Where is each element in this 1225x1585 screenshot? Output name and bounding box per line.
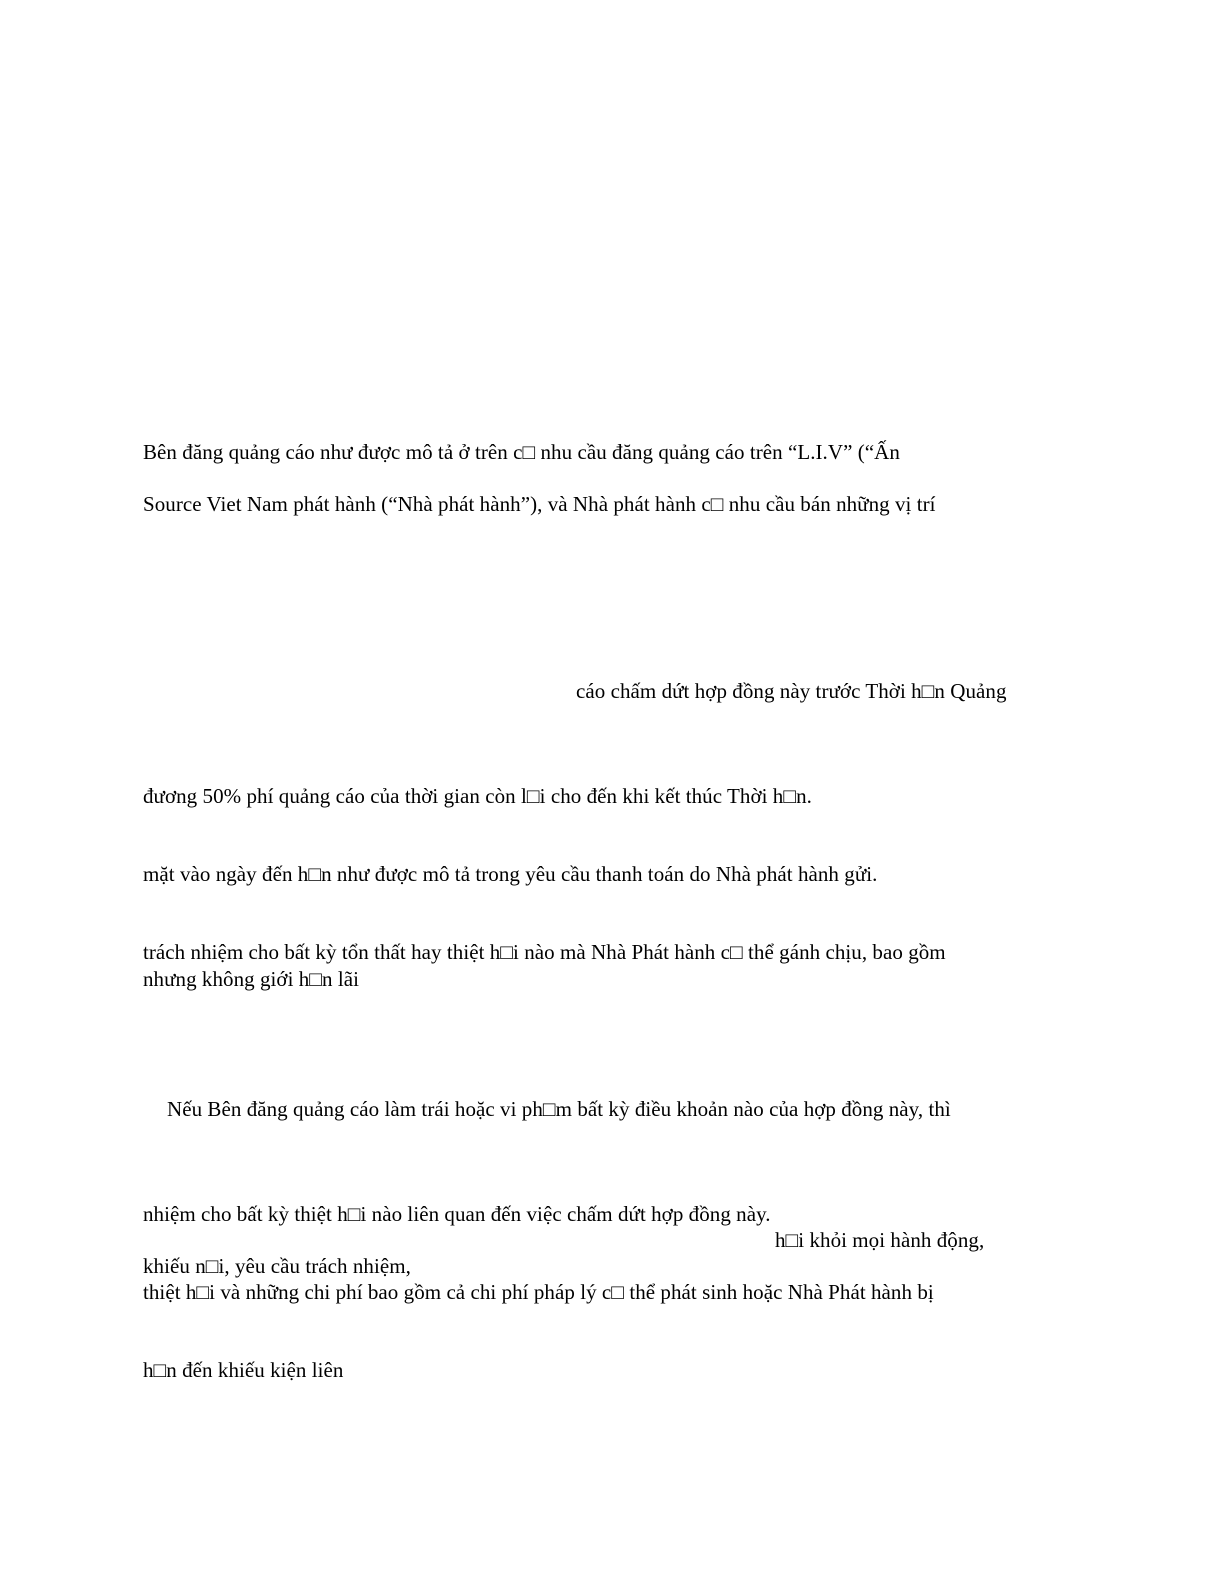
- text-line: khiếu n□i, yêu cầu trách nhiệm,: [143, 1254, 411, 1278]
- text-line: h□n đến khiếu kiện liên: [143, 1358, 344, 1382]
- text-line: Bên đăng quảng cáo như được mô tả ở trên c□ nhu cầu đăng quảng cáo trên “L.I.V” (“Ấn: [143, 440, 900, 464]
- text-line: trách nhiệm cho bất kỳ tổn thất hay thiệt h□i nào mà Nhà Phát hành c□ thể gánh chịu, bao gồm: [143, 940, 946, 964]
- text-line: cáo chấm dứt hợp đồng này trước Thời h□n Quảng: [576, 679, 1007, 703]
- text-line: Source Viet Nam phát hành (“Nhà phát hành”), và Nhà phát hành c□ nhu cầu bán những vị trí: [143, 492, 936, 516]
- text-line: h□i khỏi mọi hành động,: [775, 1228, 985, 1252]
- text-line: nhưng không giới h□n lãi: [143, 967, 360, 991]
- text-line: nhiệm cho bất kỳ thiệt h□i nào liên quan đến việc chấm dứt hợp đồng này.: [143, 1202, 771, 1226]
- text-line: thiệt h□i và những chi phí bao gồm cả chi phí pháp lý c□ thể phát sinh hoặc Nhà Phát hành bị: [143, 1280, 934, 1304]
- text-line: mặt vào ngày đến h□n như được mô tả trong yêu cầu thanh toán do Nhà phát hành gửi.: [143, 862, 878, 886]
- text-line: đương 50% phí quảng cáo của thời gian còn l□i cho đến khi kết thúc Thời h□n.: [143, 784, 812, 808]
- text-line: Nếu Bên đăng quảng cáo làm trái hoặc vi ph□m bất kỳ điều khoản nào của hợp đồng này, thì: [167, 1097, 951, 1121]
